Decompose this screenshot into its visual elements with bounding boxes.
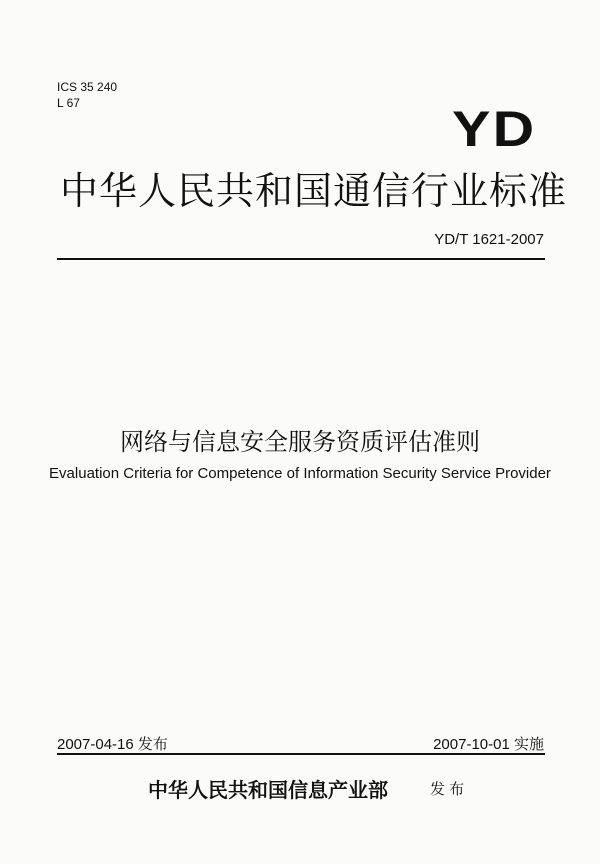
ics-code: ICS 35 240	[57, 80, 118, 94]
publisher: 中华人民共和国信息产业部	[148, 778, 388, 802]
publisher-action: 发 布	[430, 781, 465, 798]
document-title-cn: 网络与信息安全服务资质评估准则	[120, 428, 480, 456]
standard-category-title: 中华人民共和国通信行业标准	[60, 169, 568, 213]
classification-code: L 67	[57, 96, 80, 110]
document-title-en: Evaluation Criteria for Competence of Information Security Service Provider	[49, 465, 551, 482]
effective-date: 2007-10-01 实施	[433, 736, 544, 753]
yd-logo: YD	[452, 101, 537, 157]
divider	[57, 258, 545, 260]
divider	[57, 753, 545, 755]
publish-date: 2007-04-16 发布	[57, 736, 168, 753]
standard-number: YD/T 1621-2007	[434, 231, 544, 248]
